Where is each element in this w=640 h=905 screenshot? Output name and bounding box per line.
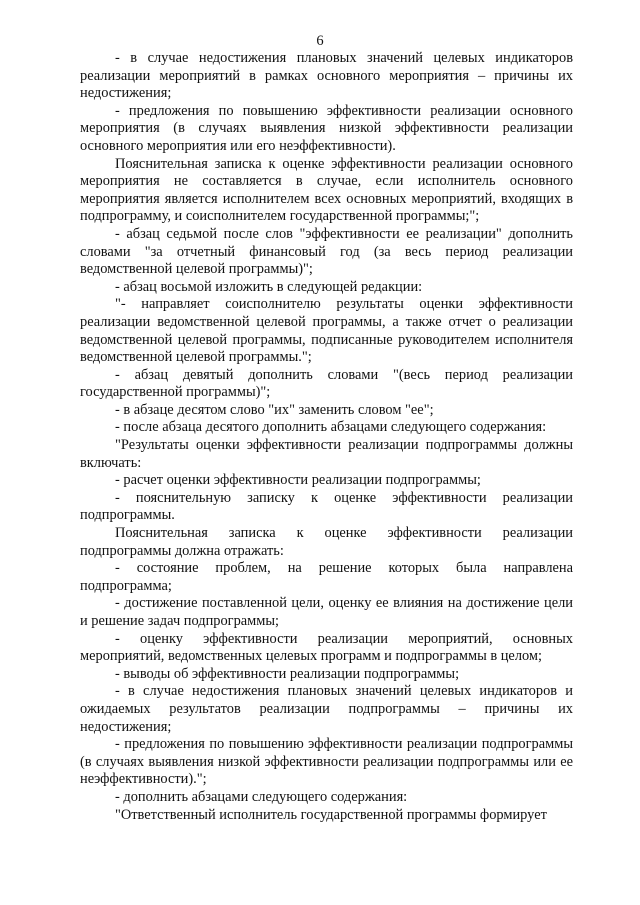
paragraph-5: - абзац восьмой изложить в следующей редакции: bbox=[115, 278, 423, 295]
paragraph-14: - состояние проблем, на решение которых была направлена подпрограмма; bbox=[80, 560, 573, 594]
paragraph-7: - абзац девятый дополнить словами "(весь период реализации государственной программы)"; bbox=[80, 366, 573, 401]
paragraph-16: - оценку эффективности реализации мероприятий, основных мероприятий, ведомственных целевых программ и подпрограммы в целом; bbox=[80, 630, 573, 665]
paragraph-21: "Ответственный исполнитель государственной программы формирует bbox=[115, 806, 547, 823]
paragraph-12: - пояснительную записку к оценке эффективности реализации подпрограммы. bbox=[80, 489, 573, 524]
page-number: 6 bbox=[316, 33, 324, 49]
document-body bbox=[80, 50, 573, 824]
paragraph-20: - дополнить абзацами следующего содержания: bbox=[115, 788, 408, 805]
paragraph-10: "Результаты оценки эффективности реализации подпрограммы должны включать: bbox=[80, 437, 573, 471]
paragraph-4: - абзац седьмой после слов "эффективности ее реализации" дополнить словами "за отчетный финансовый год (за весь период реализации ведомственной целевой программы)"; bbox=[80, 225, 573, 278]
paragraph-9: - после абзаца десятого дополнить абзацами следующего содержания: bbox=[115, 419, 547, 436]
paragraph-19: - предложения по повышению эффективности реализации подпрограммы (в случаях выявления низкой эффективности реализации подпрограммы или ее неэффективности)."; bbox=[80, 736, 573, 788]
paragraph-2: - предложения по повышению эффективности реализации основного мероприятия (в случаях выявления низкой эффективности реализации основного мероприятия или его неэффективности). bbox=[80, 102, 573, 154]
paragraph-8: - в абзаце десятом слово "их" заменить словом "ее"; bbox=[115, 401, 434, 418]
paragraph-3: Пояснительная записка к оценке эффективности реализации основного мероприятия не составляется в случае, если исполнитель основного мероприятия является исполнителем всех основных мероприятий, входящих в подпрограмму, и соисполнителем государственной программы;"; bbox=[80, 155, 573, 225]
paragraph-6: "- направляет соисполнителю результаты оценки эффективности реализации ведомственной целевой программы, а также отчет о реализации ведомственной целевой программы, подписанные руководителем исполнителя ведомственной целевой программы."; bbox=[80, 296, 573, 366]
paragraph-13: Пояснительная записка к оценке эффективности реализации подпрограммы должна отражать: bbox=[80, 525, 573, 559]
paragraph-1: - в случае недостижения плановых значений целевых индикаторов реализации мероприятий в рамках основного мероприятия – причины их недостижения; bbox=[80, 50, 573, 102]
paragraph-15: - достижение поставленной цели, оценку ее влияния на достижение цели и решение задач подпрограммы; bbox=[80, 595, 573, 629]
paragraph-18: - в случае недостижения плановых значений целевых индикаторов и ожидаемых результатов реализации подпрограммы – причины их недостижения; bbox=[80, 683, 573, 735]
paragraph-11: - расчет оценки эффективности реализации подпрограммы; bbox=[115, 472, 481, 489]
paragraph-17: - выводы об эффективности реализации подпрограммы; bbox=[115, 665, 460, 682]
